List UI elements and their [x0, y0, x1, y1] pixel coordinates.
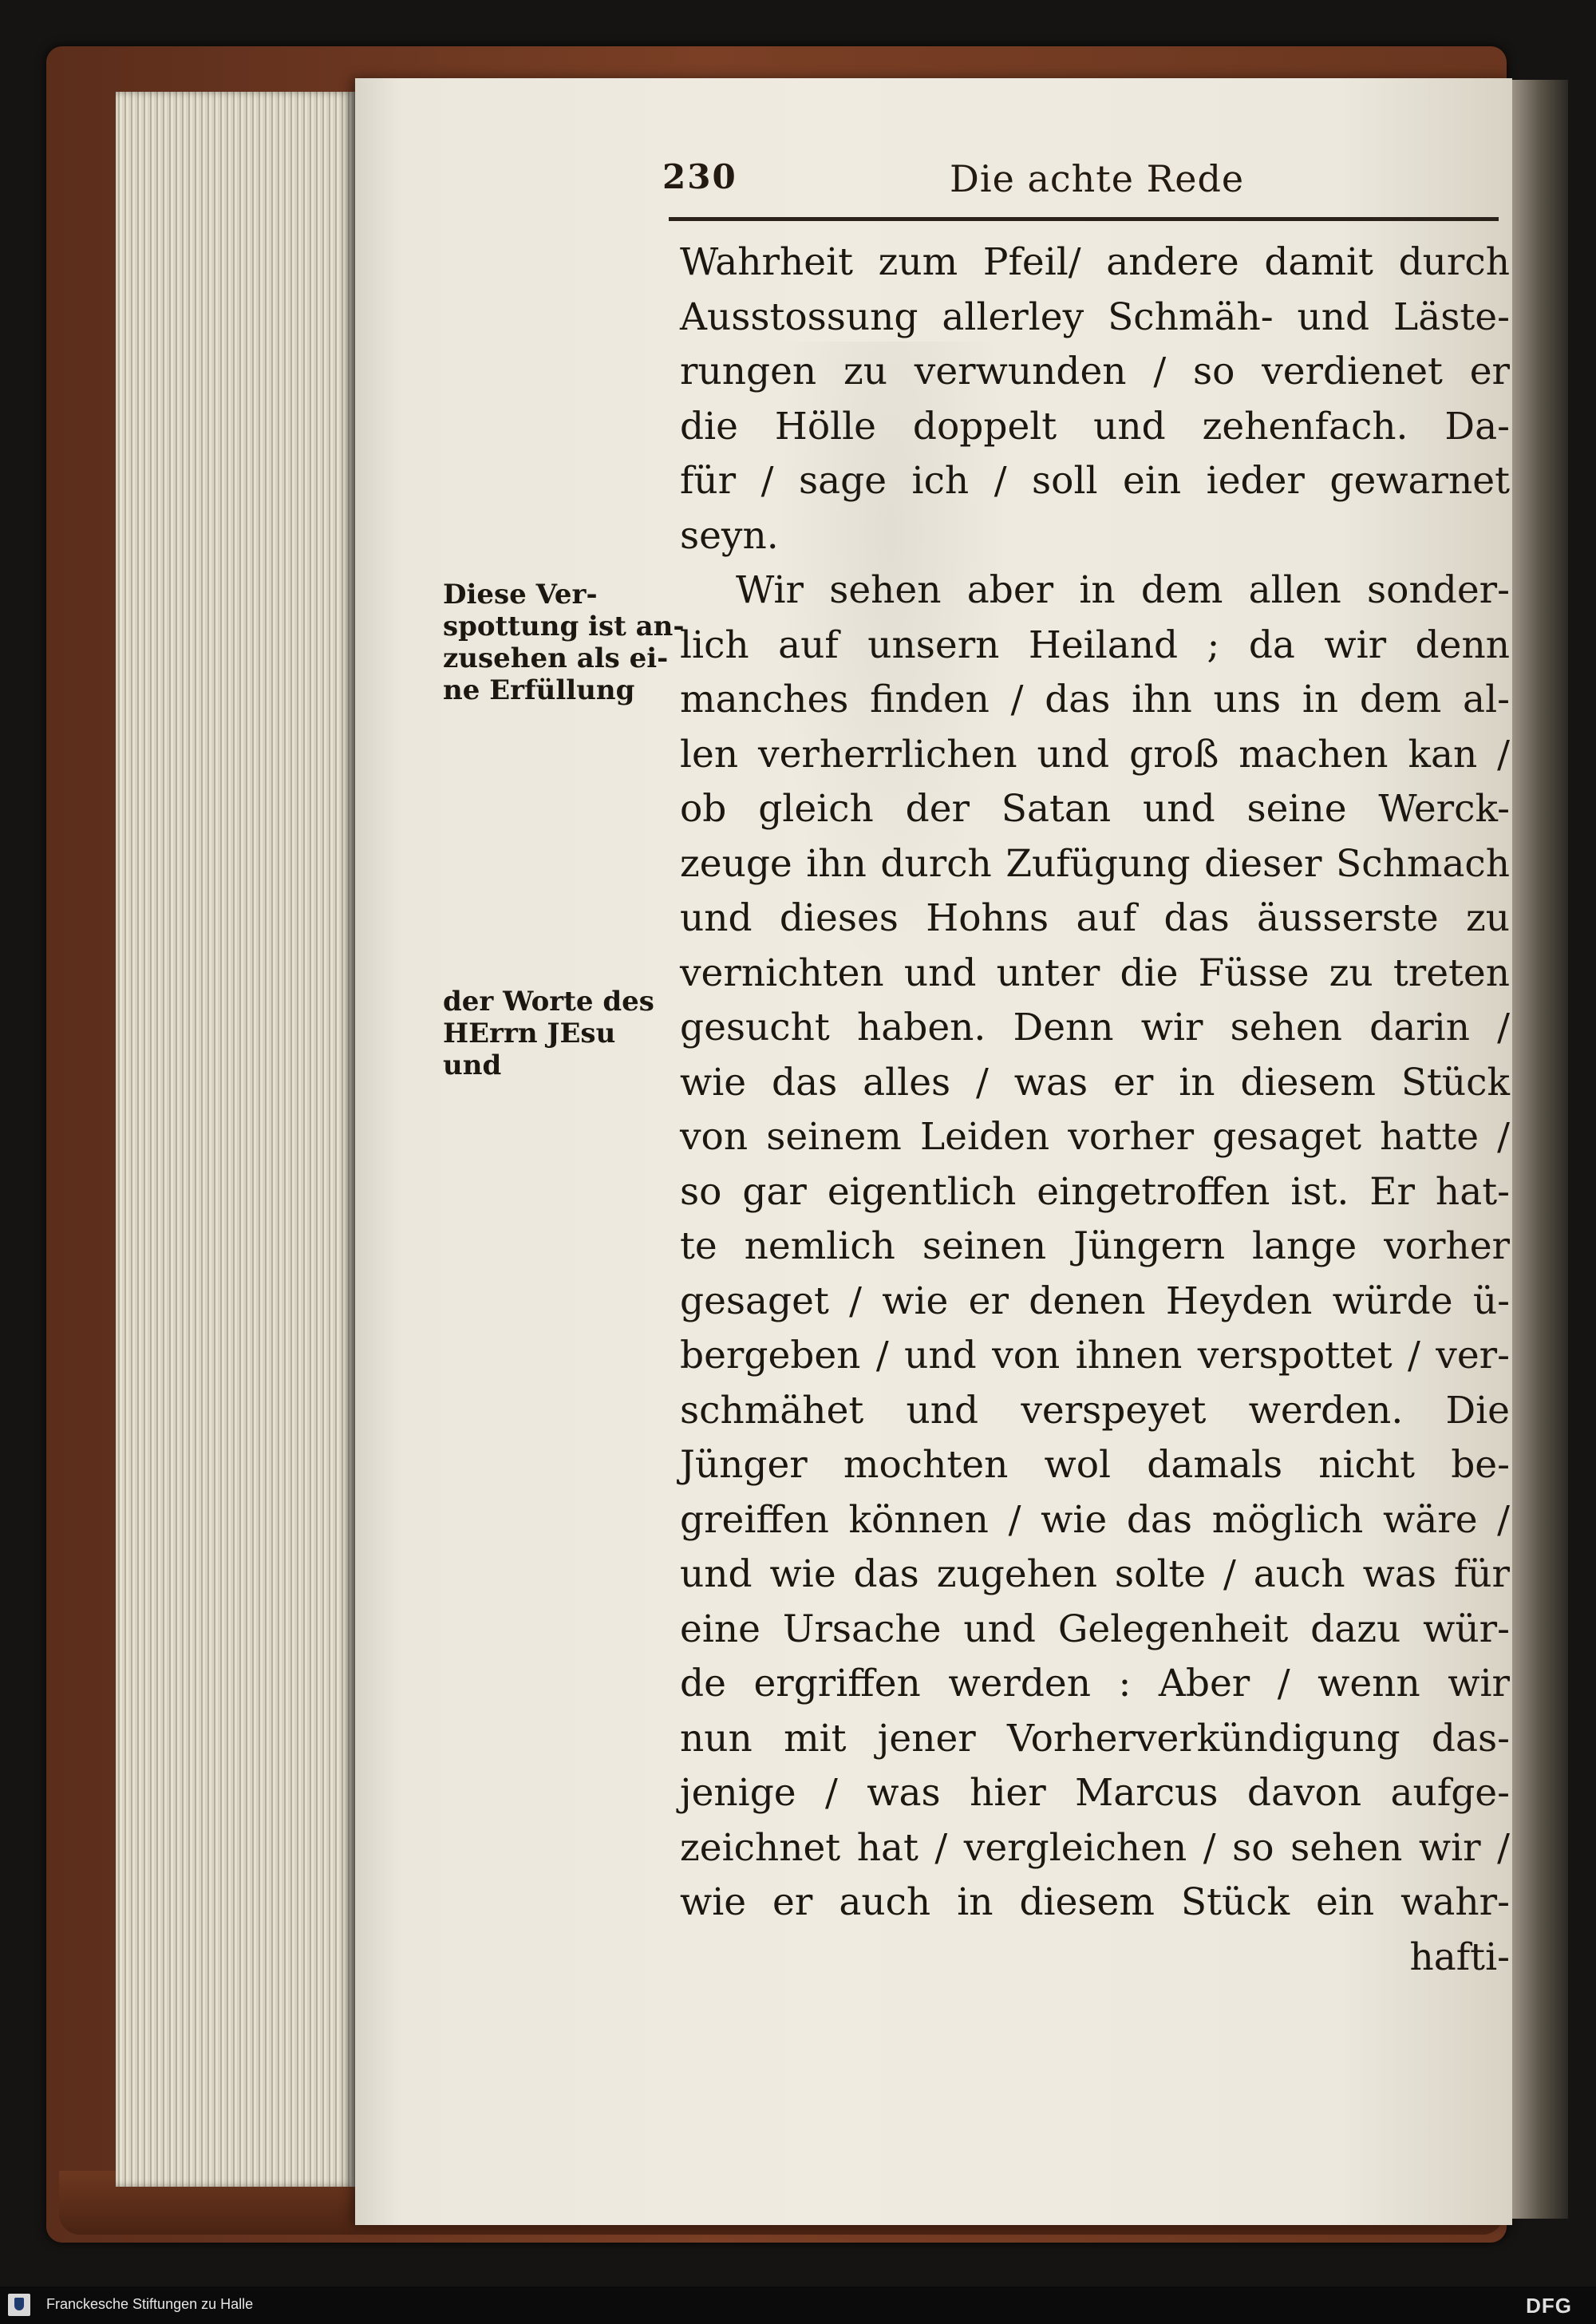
- text-line: nun mit jener Vorherverkündigung das-: [680, 1716, 1510, 1761]
- text-line: de ergriffen werden : Aber / wenn wir: [680, 1662, 1510, 1705]
- text-line: vernichten und unter die Füsse zu treten: [680, 951, 1510, 995]
- text-line: rungen zu verwunden / so verdienet er: [680, 350, 1510, 393]
- marginal-note-line: und: [443, 1049, 502, 1081]
- institution-logo-icon: [8, 2294, 30, 2316]
- text-line: eine Ursache und Gelegenheit dazu wür-: [680, 1607, 1510, 1651]
- text-line: von seinem Leiden vorher gesaget hatte /: [680, 1115, 1510, 1159]
- text-line: bergeben / und von ihnen verspottet / ver-: [680, 1334, 1510, 1377]
- marginal-note: [443, 986, 674, 1081]
- page-number: 230: [662, 157, 737, 196]
- text-line: wie das alles / was er in diesem Stück: [680, 1060, 1510, 1105]
- text-line: gesucht haben. Denn wir sehen darin /: [680, 1006, 1510, 1049]
- text-line: Ausstossung allerley Schmäh- und Läste-: [680, 294, 1510, 339]
- text-line: schmähet und verspeyet werden. Die: [680, 1388, 1510, 1433]
- page-edges: [116, 92, 355, 2187]
- marginal-note-line: spottung ist an-: [443, 611, 685, 642]
- text-line: zeuge ihn durch Zufügung dieser Schmach: [680, 841, 1510, 886]
- text-line: Wahrheit zum Pfeil/ andere damit durch: [680, 240, 1510, 284]
- marginal-note-line: Diese Ver-: [443, 579, 598, 611]
- marginal-note-line: HErrn JEsu: [443, 1018, 616, 1049]
- text-line: lich auf unsern Heiland ; da wir denn: [680, 622, 1510, 667]
- catchword: hafti-: [1409, 1935, 1510, 1979]
- text-line: jenige / was hier Marcus davon aufge-: [680, 1771, 1510, 1815]
- text-line: wie er auch in diesem Stück ein wahr-: [680, 1880, 1510, 1924]
- footer-credit: Franckesche Stiftungen zu Halle: [46, 2296, 254, 2312]
- text-line: Wir sehen aber in dem allen sonder-: [736, 568, 1510, 612]
- text-line: len verherrlichen und groß machen kan /: [680, 732, 1510, 777]
- text-line: manches finden / das ihn uns in dem al-: [680, 678, 1510, 721]
- text-line: gesaget / wie er denen Heyden würde ü-: [680, 1279, 1510, 1323]
- text-line: seyn.: [680, 513, 779, 558]
- text-line: so gar eigentlich eingetroffen ist. Er hat-: [680, 1169, 1510, 1214]
- marginal-note: [443, 579, 685, 706]
- text-line: die Hölle doppelt und zehenfach. Da-: [680, 404, 1510, 449]
- main-text: [680, 235, 1510, 1985]
- marginal-note-line: zusehen als ei-: [443, 642, 669, 674]
- marginal-note-line: der Worte des: [443, 986, 654, 1018]
- text-line: und dieses Hohns auf das äusserste zu: [680, 896, 1510, 940]
- text-line: für / sage ich / soll ein ieder gewarnet: [680, 459, 1510, 503]
- dfg-badge: DFG: [1526, 2294, 1572, 2318]
- text-line: te nemlich seinen Jüngern lange vorher: [680, 1224, 1510, 1268]
- text-line: Jünger mochten wol damals nicht be-: [680, 1443, 1510, 1487]
- gutter: [1512, 80, 1568, 2219]
- running-head: Die achte Rede: [950, 157, 1245, 200]
- footer-bar: [0, 2286, 1596, 2324]
- text-line: greiffen können / wie das möglich wäre /: [680, 1497, 1510, 1542]
- text-line: ob gleich der Satan und seine Werck-: [680, 787, 1510, 831]
- header-rule: [669, 217, 1499, 221]
- page-header: [662, 148, 1508, 219]
- marginal-note-line: ne Erfüllung: [443, 674, 635, 706]
- text-line: und wie das zugehen solte / auch was für: [680, 1552, 1510, 1596]
- text-line: zeichnet hat / vergleichen / so sehen wir /: [680, 1825, 1510, 1870]
